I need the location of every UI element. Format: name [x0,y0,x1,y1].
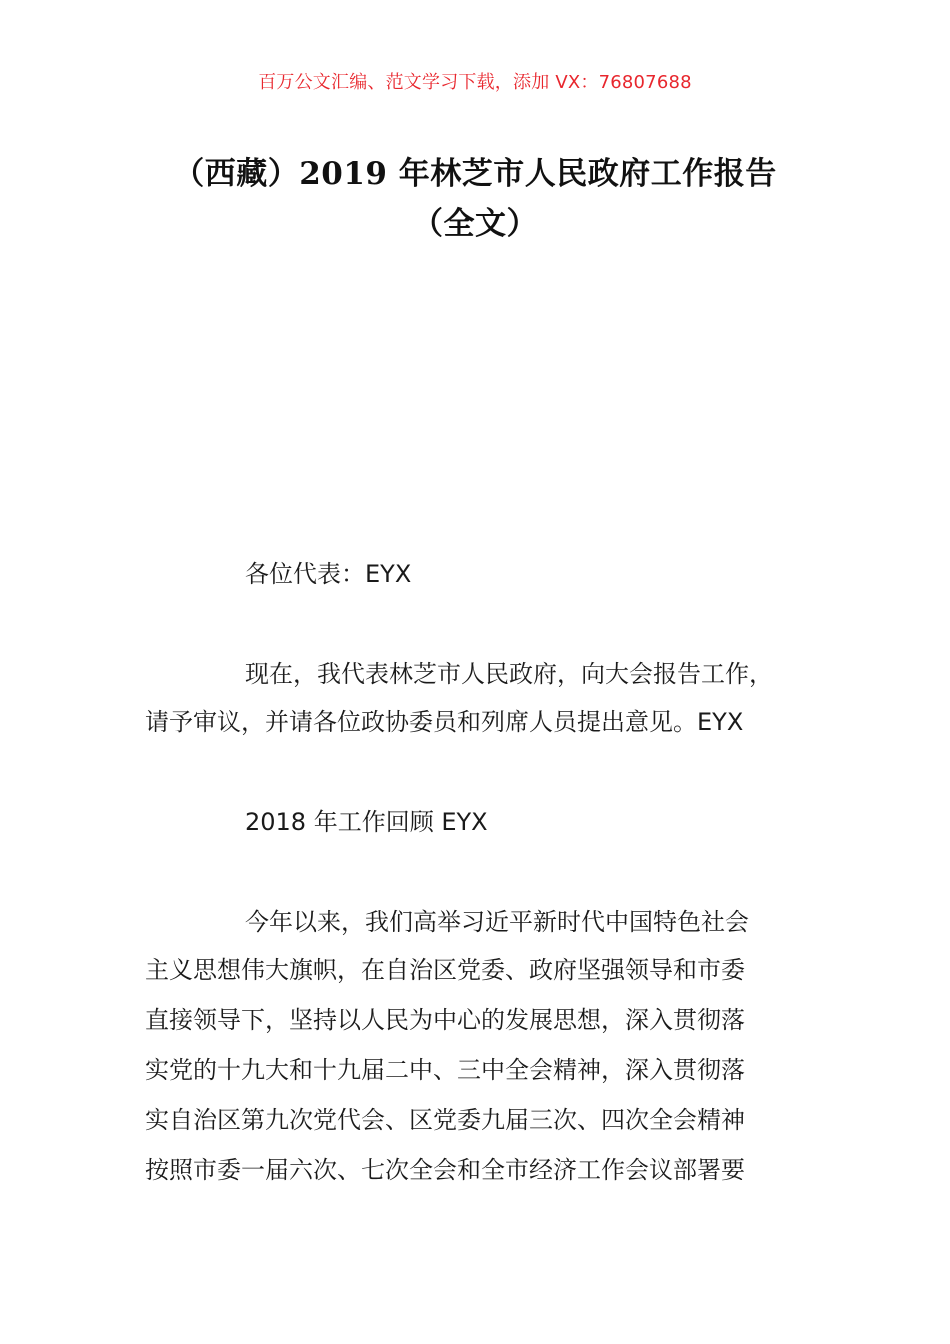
intro-paragraph-line1: 现在，我代表林芝市人民政府，向大会报告工作， [245,660,773,688]
review-paragraph-line2: 主义思想伟大旗帜，在自治区党委、政府坚强领导和市委 [145,956,745,984]
intro-paragraph-line2: 请予审议，并请各位政协委员和列席人员提出意见。EYX [145,708,744,736]
review-paragraph-line1: 今年以来，我们高举习近平新时代中国特色社会 [245,908,749,936]
review-paragraph-line6: 按照市委一届六次、七次全会和全市经济工作会议部署要 [145,1156,745,1184]
document-title-line2: （全文） [412,206,538,242]
section-heading: 2018 年工作回顾 EYX [245,808,488,836]
document-title-line1: （西藏）2019 年林芝市人民政府工作报告 [173,156,777,192]
salutation-paragraph: 各位代表：EYX [245,560,412,588]
review-paragraph-line4: 实党的十九大和十九届二中、三中全会精神，深入贯彻落 [145,1056,745,1084]
review-paragraph-line3: 直接领导下，坚持以人民为中心的发展思想，深入贯彻落 [145,1006,745,1034]
promo-banner: 百万公文汇编、范文学习下载，添加 VX：76807688 [258,72,692,93]
review-paragraph-line5: 实自治区第九次党代会、区党委九届三次、四次全会精神 [145,1106,745,1134]
